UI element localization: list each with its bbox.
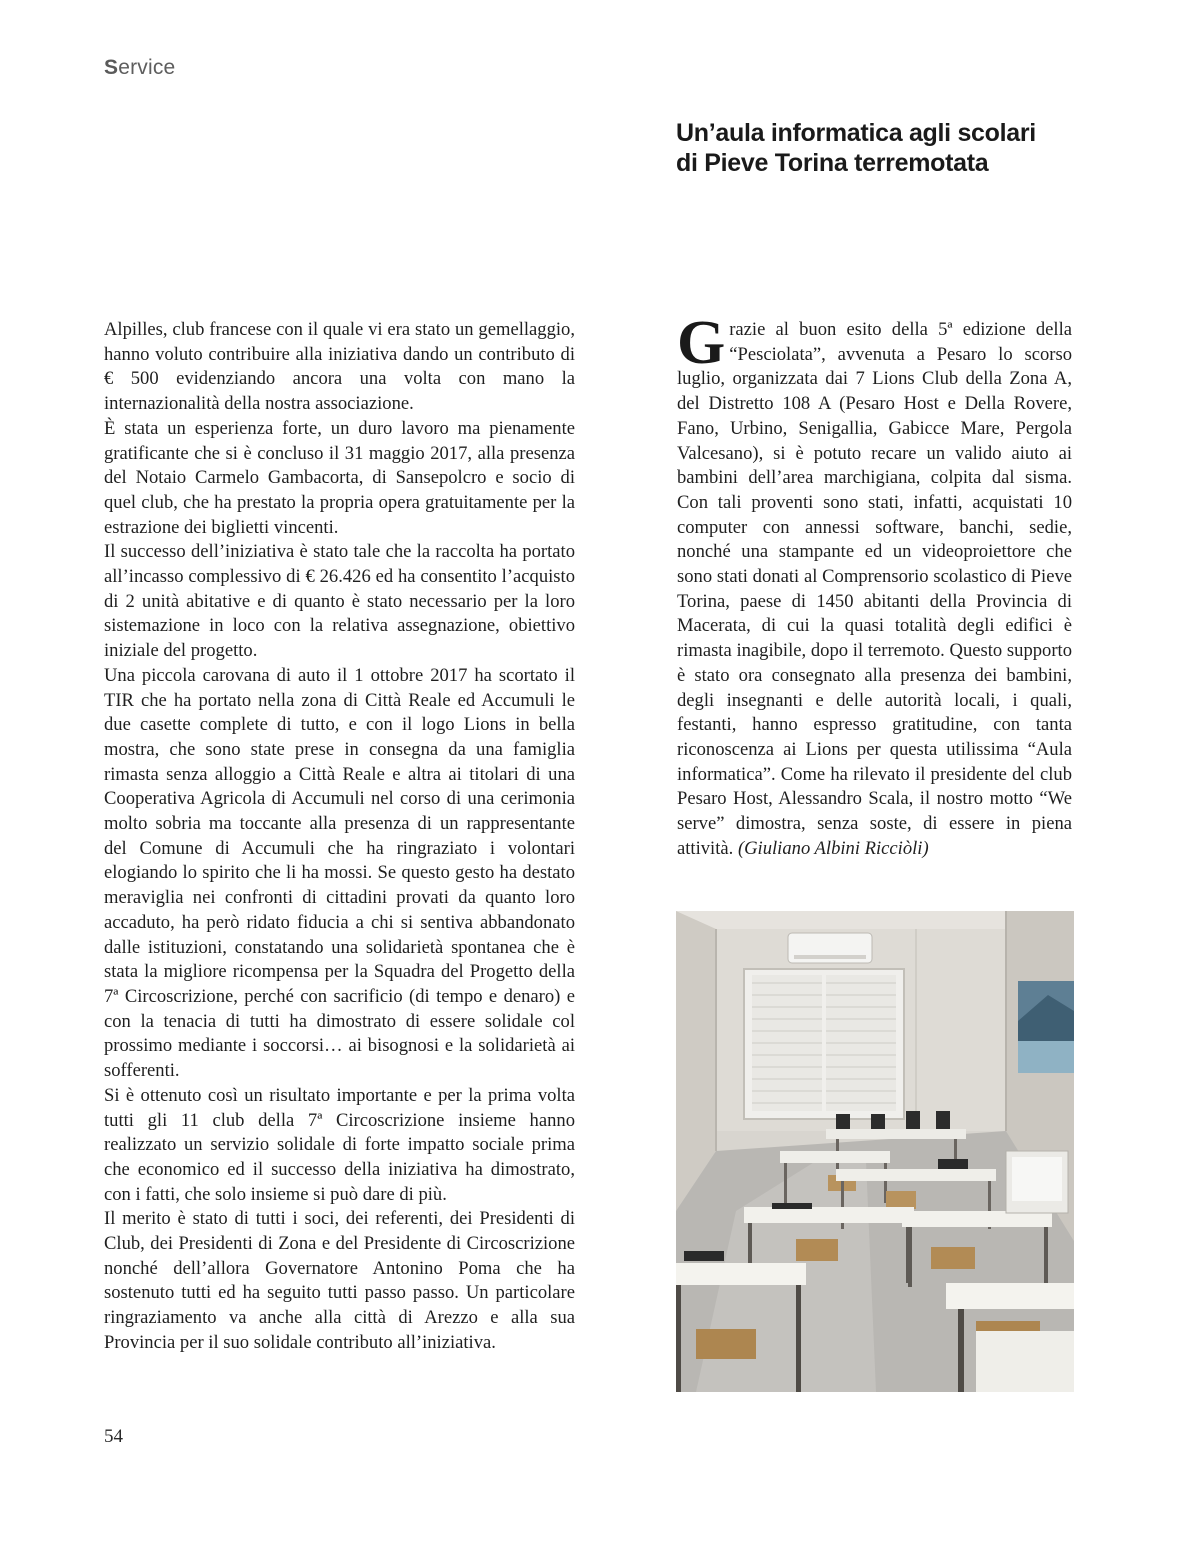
left-paragraph-2: È stata un esperienza forte, un duro lavoro ma pienamente gratificante che si è concluso il 31 maggio 2017, alla presenza del Notaio Carmelo Gambacorta, di Sansepolcro e socio di quel club, che ha prestato la propria opera gratuitamente per la estrazione dei biglietti vincenti. (104, 417, 575, 538)
left-paragraph-6: Il merito è stato di tutti i soci, dei referenti, dei Presidenti di Club, dei Presidenti di Zona e del Presidente di Circoscrizione nonché dell’allora Governatore Antonino Poma che ha sostenuto tutti ed ha seguito tutti passo passo. Un particolare ringraziamento va anche alla città di Arezzo e alla sua Provincia per il suo solidale contributo all’iniziativa. (104, 1208, 575, 1353)
left-paragraph-5: Si è ottenuto così un risultato importante e per la prima volta tutti gli 11 club della 7ª Circoscrizione insieme hanno realizzato un servizio solidale di forte impatto sociale prima che economico ed il successo della iniziativa ha dimostrato, con i fatti, che solo insieme si può dare di più. (104, 1084, 575, 1205)
article-title-line-1: Un’aula informatica agli scolari (676, 119, 1036, 147)
right-paragraph-body: razie al buon esito della 5ª edizione della “Pesciolata”, avvenuta a Pesaro lo scorso luglio, organizzata dai 7 Lions Club della Zona A, del Distretto 108 A (Pesaro Host e Della Rovere, Fano, Urbino, Senigallia, Gabicce Mare, Pergola Valcesano), si è potuto recare un valido aiuto ai bambini dell’area marchigiana, colpita dal sisma. Con tali proventi sono stati, infatti, acquistati 10 computer con annessi software, banchi, sedie, nonché una stampante ed un videoproiettore che sono stati donati al Comprensorio scolastico di Pieve Torina, paese di 1450 abitanti della Provincia di Macerata, di cui la quasi totalità degli edifici è rimasta inagibile, dopo il terremoto. Questo supporto è stato ora consegnato alla presenza dei bambini, degli insegnanti e delle autorità locali, i quali, festanti, hanno espresso gratitudine, con tanta riconoscenza ai Lions per questa utilissima “Aula informatica”. Come ha rilevato il presidente del club Pesaro Host, Alessandro Scala, il nostro motto “We serve” dimostra, senza soste, di essere in piena attività. (677, 319, 1072, 859)
right-paragraph (677, 309, 1072, 861)
left-paragraph-3: Il successo dell’iniziativa è stato tale che la raccolta ha portato all’incasso complessivo di € 26.426 ed ha consentito l’acquisto di 2 unità abitative e di quanto è stato necessario per la loro sistemazione in loco con la relativa assegnazione, obiettivo iniziale del progetto. (104, 541, 575, 662)
article-title-line-2: di Pieve Torina terremotata (676, 149, 989, 177)
section-label-initial: S (104, 56, 119, 79)
article-title (676, 118, 1096, 178)
author-credit: (Giuliano Albini Ricciòli) (737, 837, 929, 859)
page-number: 54 (104, 1426, 123, 1447)
left-paragraph-4: Una piccola carovana di auto il 1 ottobre 2017 ha scortato il TIR che ha portato nella zona di Città Reale ed Accumuli le due casette complete di tutto, e con il logo Lions in bella mostra, che sono state prese in consegna da una famiglia rimasta senza alloggio a Città Reale e altra ai titolari di una Cooperativa Agricola di Accumuli nel corso di una cerimonia molto sobria ma toccante alla presenza di un rappresentante del Comune di Accumuli che ha ringraziato i volontari elogiando lo spirito che li ha mossi. Se questo gesto ha destato meraviglia nei confronti di cittadini provati da quanto loro accaduto, ha però ridato fiducia a chi si sentiva abbandonato dalle istituzioni, constatando una solidarietà spontanea che è stata la migliore ricompensa per la Squadra del Progetto della 7ª Circoscrizione, perché con sacrificio (di tempo e denaro) e con la tenacia di tutti ha dimostrato di essere solidale col prossimo mediante i soccorsi… ai bisognosi e la solidarietà ai sofferenti. (104, 664, 575, 1082)
drop-cap: G (677, 309, 726, 377)
right-column (677, 309, 1072, 861)
classroom-photo (676, 911, 1074, 1392)
left-column (104, 318, 575, 1356)
left-paragraph-1: Alpilles, club francese con il quale vi era stato un gemellaggio, hanno voluto contribuire alla iniziativa dando un contributo di € 500 evidenziando ancora una volta con mano la internazionalità della nostra associazione. (104, 319, 575, 415)
section-label-rest: ervice (118, 56, 176, 79)
section-label (104, 56, 175, 80)
